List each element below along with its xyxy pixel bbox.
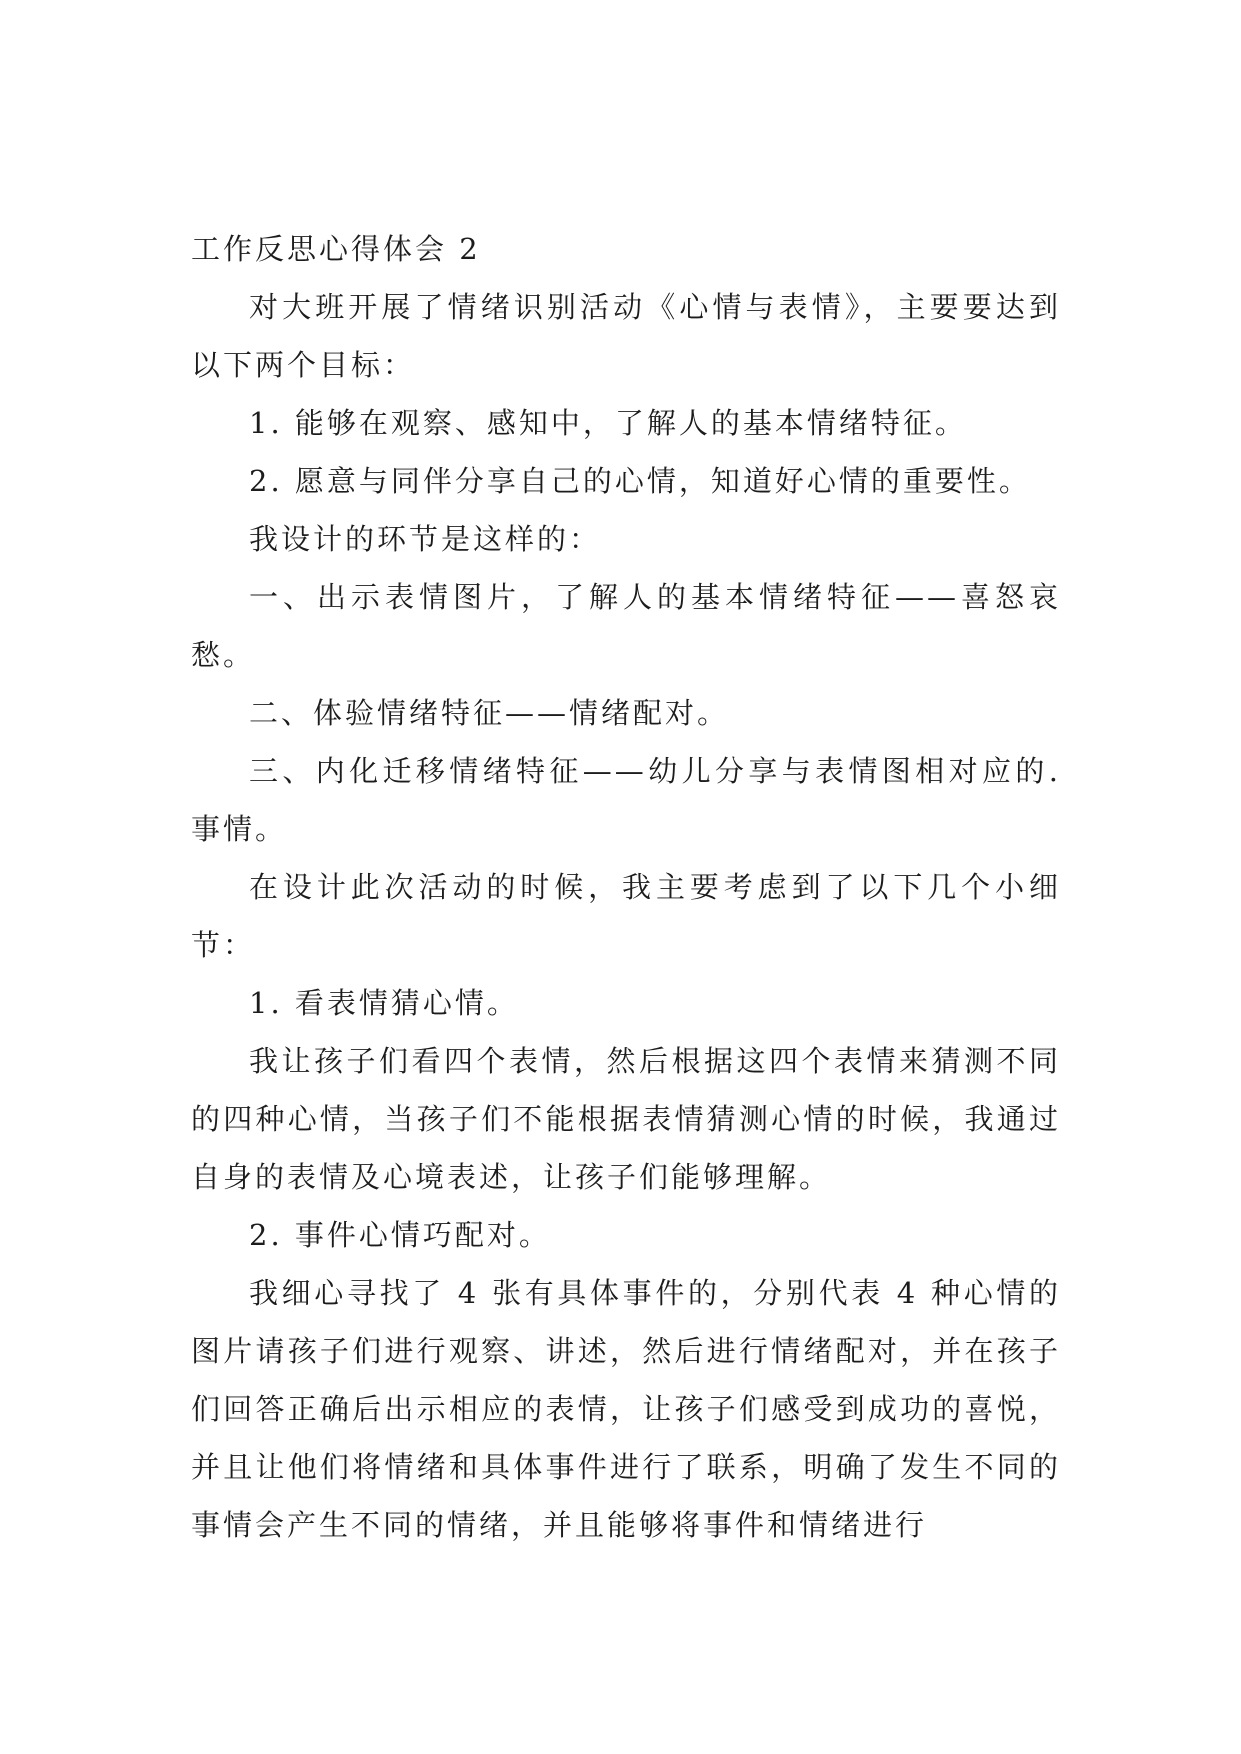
paragraph-steps-intro: 我设计的环节是这样的： [249,522,602,556]
document-heading: 工作反思心得体会 2 [191,232,481,266]
document-body [191,220,1061,1554]
paragraph-detail-2-body: 我细心寻找了 4 张有具体事件的，分别代表 4 种心情的图片请孩子们进行观察、讲述，然后进行情绪配对，并在孩子们回答正确后出示相应的表情，让孩子们感受到成功的喜悦，并且让他们将情绪和具体事件进行了联系，明确了发生不同的事情会产生不同的情绪，并且能够将事件和情绪进行 [191,1276,1061,1542]
paragraph-detail-1-body: 我让孩子们看四个表情，然后根据这四个表情来猜测不同的四种心情，当孩子们不能根据表情猜测心情的时候，我通过自身的表情及心境表述，让孩子们能够理解。 [191,1044,1061,1194]
paragraph-step-2: 二、体验情绪特征——情绪配对。 [249,696,730,730]
paragraph-details-intro: 在设计此次活动的时候，我主要考虑到了以下几个小细节： [191,870,1061,962]
paragraph-step-1: 一、出示表情图片，了解人的基本情绪特征——喜怒哀愁。 [191,580,1061,672]
paragraph-detail-2-title: 2. 事件心情巧配对。 [249,1218,551,1252]
paragraph-step-3: 三、内化迁移情绪特征——幼儿分享与表情图相对应的. 事情。 [191,754,1061,846]
paragraph-goal-2: 2. 愿意与同伴分享自己的心情，知道好心情的重要性。 [249,464,1031,498]
paragraph-intro: 对大班开展了情绪识别活动《心情与表情》，主要要达到以下两个目标： [191,290,1061,382]
paragraph-detail-1-title: 1. 看表情猜心情。 [249,986,519,1020]
paragraph-goal-1: 1. 能够在观察、感知中，了解人的基本情绪特征。 [249,406,967,440]
